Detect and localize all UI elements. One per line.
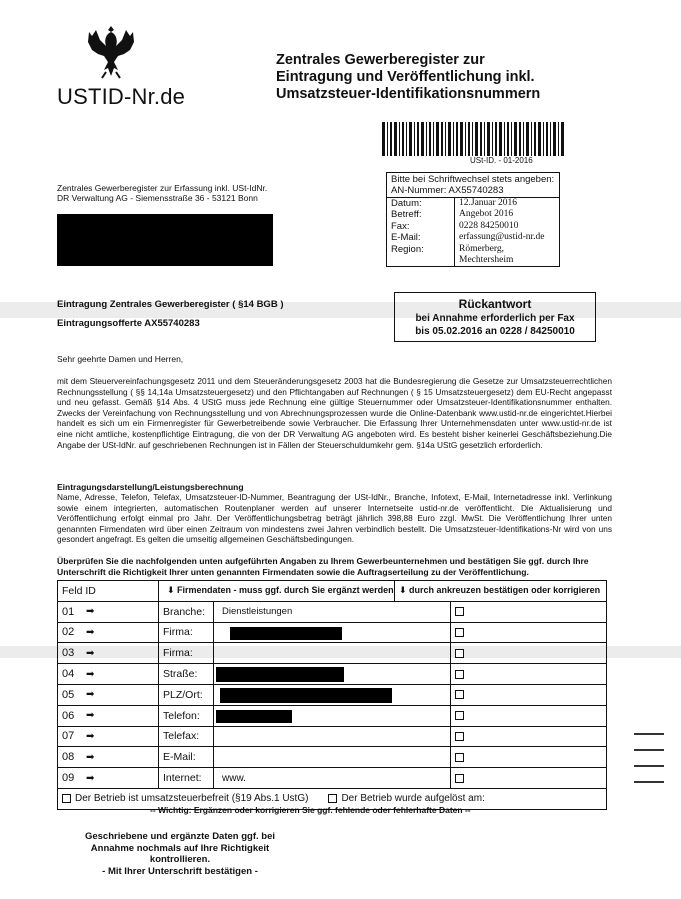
barcode-caption: USt-ID. - 01-2016 bbox=[470, 156, 533, 165]
confirm-checkbox[interactable] bbox=[455, 649, 464, 658]
page-title bbox=[276, 52, 576, 103]
row-label: Telefon: bbox=[158, 706, 214, 726]
row-id-cell bbox=[58, 747, 158, 767]
table-row bbox=[58, 727, 606, 748]
intro-paragraph: mit dem Steuervereinfachungsgesetz 2011 und dem Steueränderungsgesetz 2003 hat die Bundesregierung die Gesetze zur Umsatzsteuerrechtlichen Rechnungsstellung ( §§ 14,14a Umsatzsteuergesetz) und den Pflichtangaben auf Rechnungen ( § 15 Umsatzsteuergesetz) dem EU-Recht angepasst und neu gefasst. Gemäß §14 Abs. 4 UStG muss jede Rechnung eine gültige Steuernummer oder Umsatzsteuer-Identifikationsnummer enthalten. Zwecks der Vereinfachung von Rechnungsstellung und von Abrechnungsprozessen wurde die Online-Datenbank www.ustid-nr.de eingerichtet.Hierbei handelt es sich um ein Firmenregister für Gewerbetreibende sowie Verbraucher. Die Erfassung Ihrer Unternehmensdaten unter www.ustid-nr.de ist eine nicht amtliche, kostenpflichtige Eintragung, die von der DR Verwaltung AG angeboten wird. Es besteht bisher keinerlei Geschäftsbeziehung.Die Angabe der USt-IdNr. auf geschriebenen Rechnungen ist in Fällen der Steuerschuldumkehr gem. §14a UStG gesetzlich erforderlich. bbox=[57, 376, 612, 450]
row-id: 03 bbox=[62, 647, 75, 660]
row-id-cell bbox=[58, 727, 158, 747]
info-value: Angebot 2016 bbox=[459, 209, 514, 220]
redacted-value bbox=[216, 667, 344, 682]
reply-deadline: bis 05.02.2016 an 0228 / 84250010 bbox=[415, 326, 575, 337]
sender-line: Zentrales Gewerberegister zur Erfassung inkl. USt-IdNr. bbox=[57, 183, 268, 193]
confirm-checkbox[interactable] bbox=[455, 732, 464, 741]
row-label: Telefax: bbox=[158, 727, 214, 747]
row-id-cell bbox=[58, 768, 158, 788]
info-value: 12.Januar 2016 bbox=[459, 198, 518, 208]
check-note: Überprüfen Sie die nachfolgenden unten aufgeführten Angaben zu Ihrem Gewerbeunternehmen und bestätigen Sie ggf. durch Ihre Unterschrift die Richtigkeit Ihrer unten genannten Firmendaten sowie die Auftragserteilung zu der Veröffentlichung. bbox=[57, 556, 589, 577]
service-subtitle: Eintragungsdarstellung/Leistungsberechnung bbox=[57, 482, 244, 492]
title-line: Eintragung und Veröffentlichung inkl. bbox=[276, 69, 535, 85]
table-row bbox=[58, 706, 606, 727]
header-firmendaten: ⬇ Firmendaten - muss ggf. durch Sie ergänzt werden bbox=[158, 581, 395, 601]
table-header-row bbox=[58, 581, 606, 602]
header-confirm: ⬇ durch ankreuzen bestätigen oder korrigieren bbox=[399, 585, 601, 596]
row-check-cell bbox=[451, 602, 606, 622]
header-feld-id bbox=[58, 581, 158, 601]
row-label: Firma: bbox=[158, 643, 214, 663]
row-value bbox=[214, 643, 451, 663]
row-value bbox=[214, 727, 451, 747]
info-key: E-Mail: bbox=[387, 232, 455, 243]
row-id: 02 bbox=[62, 626, 75, 639]
arrow-right-icon: ➡ bbox=[86, 689, 95, 701]
confirm-checkbox[interactable] bbox=[455, 628, 464, 637]
confirm-checkbox[interactable] bbox=[455, 607, 464, 616]
margin-marks bbox=[634, 733, 664, 797]
row-id: 06 bbox=[62, 709, 75, 722]
arrow-right-icon: ➡ bbox=[86, 606, 95, 618]
signature-note-line: Annahme nochmals auf Ihre Richtigkeit bbox=[90, 842, 270, 854]
service-paragraph: Name, Adresse, Telefon, Telefax, Umsatzsteuer-ID-Nummer, Beantragung der USt-IdNr., Branche, Infotext, E-Mail, Internetadresse inkl. Verlinkung sowie einem integrierten, automatischen Routenplaner werden auf unserer Internetseite ustid-nr.de veröffentlicht. Die Aktualisierung und Veröffentlichung erfolgt einmal pro Jahr. Der Veröffentlichungsbetrag beträgt jährlich 398,88 Euro zzgl. MwSt. Die Veröffentlichung Ihrer unten genannten Firmendaten wird über einen Zeitraum von mindestens zwei Jahren verbindlich bestellt. Die Umsatzsteuer-Identifikations-Nr wird von uns gesondert angefragt. Es gelten die umseitig allgemeinen Geschäftsbedingungen. bbox=[57, 492, 612, 545]
redacted-value bbox=[230, 627, 342, 640]
row-id: 07 bbox=[62, 730, 75, 743]
row-check-cell bbox=[451, 623, 606, 643]
confirm-checkbox[interactable] bbox=[455, 670, 464, 679]
info-value: 0228 84250010 bbox=[459, 220, 519, 231]
table-row bbox=[58, 664, 606, 685]
redacted-value bbox=[220, 688, 392, 703]
row-check-cell bbox=[451, 643, 606, 663]
confirm-checkbox[interactable] bbox=[455, 711, 464, 720]
signature-note-line: - Mit Ihrer Unterschrift bestätigen - bbox=[102, 865, 258, 877]
info-row bbox=[387, 221, 559, 232]
signature-note bbox=[60, 831, 300, 877]
important-note: -- Wichtig: Ergänzen oder korrigieren Sie ggf. fehlende oder fehlerhafte Daten -- bbox=[150, 805, 471, 815]
row-id: 01 bbox=[62, 605, 75, 618]
row-id-cell bbox=[58, 685, 158, 705]
info-row bbox=[387, 198, 559, 209]
row-id-cell bbox=[58, 623, 158, 643]
row-value bbox=[214, 747, 451, 767]
reply-box bbox=[394, 292, 596, 342]
info-key: Betreff: bbox=[387, 209, 455, 220]
confirm-checkbox[interactable] bbox=[455, 690, 464, 699]
arrow-right-icon: ➡ bbox=[86, 710, 95, 722]
reference-hint-text: Bitte bei Schriftwechsel stets angeben: bbox=[391, 174, 555, 185]
confirm-checkbox[interactable] bbox=[455, 774, 464, 783]
eagle-icon bbox=[86, 22, 136, 80]
row-label: Straße: bbox=[158, 664, 214, 684]
arrow-right-icon: ➡ bbox=[86, 772, 95, 784]
info-key: Region: bbox=[387, 244, 455, 267]
redacted-recipient-address bbox=[57, 214, 273, 266]
reference-hint bbox=[387, 173, 559, 198]
info-row bbox=[387, 244, 559, 267]
row-check-cell bbox=[451, 664, 606, 684]
table-row bbox=[58, 747, 606, 768]
row-value bbox=[214, 664, 451, 684]
arrow-right-icon: ➡ bbox=[86, 626, 95, 638]
reference-info-box bbox=[386, 172, 560, 267]
confirm-checkbox[interactable] bbox=[455, 753, 464, 762]
row-value: Dienstleistungen bbox=[214, 602, 451, 622]
row-check-cell bbox=[451, 685, 606, 705]
reply-title: Rückantwort bbox=[458, 297, 532, 311]
row-value bbox=[214, 706, 451, 726]
row-value bbox=[214, 623, 451, 643]
row-id: 05 bbox=[62, 688, 75, 701]
tax-exempt-checkbox[interactable] bbox=[62, 794, 71, 803]
dissolved-label: Der Betrieb wurde aufgelöst am: bbox=[341, 793, 485, 805]
an-number-value: AX55740283 bbox=[448, 185, 504, 196]
row-check-cell bbox=[451, 706, 606, 726]
info-key: Fax: bbox=[387, 221, 455, 232]
row-label: Internet: bbox=[158, 768, 214, 788]
row-id: 08 bbox=[62, 751, 75, 764]
company-data-table bbox=[57, 580, 607, 810]
tax-exempt-label: Der Betrieb ist umsatzsteuerbefreit (§19 Abs.1 UstG) bbox=[75, 793, 309, 805]
signature-note-line: kontrollieren. bbox=[149, 854, 211, 865]
registration-title: Eintragung Zentrales Gewerberegister ( §14 BGB ) bbox=[57, 299, 284, 310]
row-label: E-Mail: bbox=[158, 747, 214, 767]
row-id: 09 bbox=[62, 772, 75, 785]
info-value: Römerberg, Mechtersheim bbox=[459, 243, 514, 266]
title-line: Zentrales Gewerberegister zur bbox=[276, 52, 485, 68]
header-feld-id-text: Feld ID bbox=[62, 584, 96, 597]
arrow-right-icon: ➡ bbox=[86, 730, 95, 742]
row-label: Firma: bbox=[158, 623, 214, 643]
row-id-cell bbox=[58, 706, 158, 726]
info-key: Datum: bbox=[387, 198, 455, 209]
table-row bbox=[58, 643, 606, 664]
row-id-cell bbox=[58, 602, 158, 622]
title-line: Umsatzsteuer-Identifikationsnummern bbox=[276, 86, 541, 102]
row-label: PLZ/Ort: bbox=[158, 685, 214, 705]
row-id-cell bbox=[58, 664, 158, 684]
sender-line: DR Verwaltung AG - Siemensstraße 36 - 53121 Bonn bbox=[57, 193, 258, 203]
row-id: 04 bbox=[62, 668, 75, 681]
table-row bbox=[58, 623, 606, 644]
row-check-cell bbox=[451, 768, 606, 788]
logo-text: USTID-Nr.de bbox=[57, 84, 186, 109]
arrow-right-icon: ➡ bbox=[86, 751, 95, 763]
arrow-right-icon: ➡ bbox=[86, 668, 95, 680]
table-row bbox=[58, 768, 606, 789]
row-check-cell bbox=[451, 747, 606, 767]
row-check-cell bbox=[451, 727, 606, 747]
reply-subtitle: bei Annahme erforderlich per Fax bbox=[415, 313, 575, 324]
info-row bbox=[387, 209, 559, 220]
redacted-value bbox=[216, 710, 292, 723]
table-row bbox=[58, 685, 606, 706]
info-value: erfassung@ustid-nr.de bbox=[459, 232, 545, 243]
an-number-label: AN-Nummer: bbox=[391, 185, 447, 196]
signature-note-line: Geschriebene und ergänzte Daten ggf. bei bbox=[84, 831, 276, 842]
table-row bbox=[58, 602, 606, 623]
row-label: Branche: bbox=[158, 602, 214, 622]
row-id-cell bbox=[58, 643, 158, 663]
arrow-right-icon: ➡ bbox=[86, 647, 95, 659]
barcode bbox=[382, 122, 566, 156]
info-row bbox=[387, 232, 559, 243]
row-value bbox=[214, 685, 451, 705]
salutation: Sehr geehrte Damen und Herren, bbox=[57, 354, 184, 364]
dissolved-checkbox[interactable] bbox=[328, 794, 337, 803]
sender-address bbox=[57, 183, 317, 203]
row-value: www. bbox=[214, 768, 451, 788]
registration-offer: Eintragungsofferte AX55740283 bbox=[57, 318, 200, 329]
